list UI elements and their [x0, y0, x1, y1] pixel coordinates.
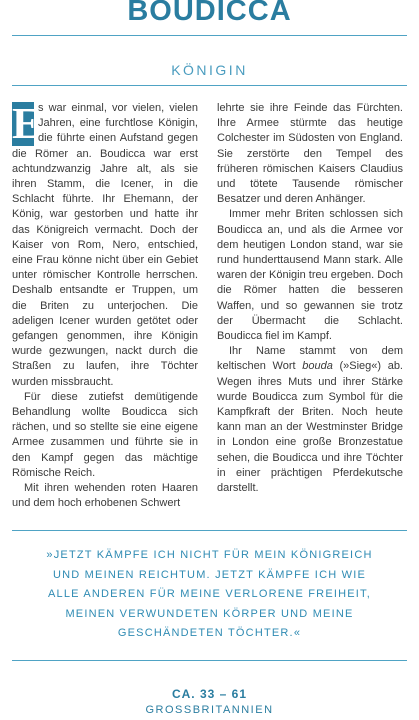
article-paragraph-3: Mit ihren wehenden roten Haaren und dem hoch erhobenen Schwert	[12, 482, 198, 510]
title-divider	[12, 35, 407, 36]
article-paragraph-5	[217, 344, 403, 496]
subtitle-divider	[12, 85, 407, 86]
article-column-left	[12, 101, 198, 511]
article-paragraph-4: Immer mehr Briten schlossen sich Boudicca an, und als die Armee vor dem heutigen London stand, war sie rund hunderttausend Mann stark. Alle waren der Königin treu ergeben. Doch die Römer hatten die besseren Waffen, und so gewannen sie trotz der Übermacht die Schlacht. Boudicca fiel im Kampf.	[217, 208, 403, 343]
article-paragraph-1	[12, 101, 198, 390]
region-label: GROSSBRITANNIEN	[145, 704, 274, 716]
page-subtitle: KÖNIGIN	[171, 62, 248, 78]
paragraph-text: s war einmal, vor vielen, vielen Jahren, eine furchtlose Königin, die führte einen Aufstand gegen die Römer an. Boudicca war erst achtundzwanzig Jahre alt, als sie ihren Stamm, die Icener, in die Schlacht führte. Ihr Ehemann, der König, war gestorben und hatte ihr das Königreich vermacht. Doch der Kaiser von Rom, Nero, entschied, eine Frau könne nicht über ein Gebiet unter römischer Kontrolle herrschen. Deshalb entsandte er Truppen, um die Briten zu unterjochen. Die adeligen Icener wurden getötet oder gefangen genommen, ihre Königin wurde gezwungen, nackt durch die Straßen zu laufen, ihre Töchter wurden missbraucht.	[12, 102, 198, 388]
quote-top-divider	[12, 530, 407, 531]
article-paragraph-continued: lehrte sie ihre Feinde das Fürchten. Ihre Armee stürmte das heutige Colchester im Südosten von England. Sie zerstörte den Tempel des früheren römischen Kaisers Claudius und tötete Tausende römischer Besatzer und deren Anhänger.	[217, 102, 403, 206]
page-title: BOUDICCA	[127, 0, 292, 27]
quote-bottom-divider	[12, 660, 407, 661]
article-paragraph-2: Für diese zutiefst demütigende Behandlung wollte Boudicca sich rächen, und so stellte sie eine eigene Armee zusammen und führte sie in den Kampf gegen das mächtige Römische Reich.	[12, 390, 198, 479]
italic-word: bouda	[302, 360, 333, 373]
article-column-right	[217, 101, 403, 496]
pull-quote: »JETZT KÄMPFE ICH NICHT FÜR MEIN KÖNIGREICH UND MEINEN REICHTUM. JETZT KÄMPFE ICH WIE ALLE ANDEREN FÜR MEINE VERLORENE FREIHEIT, MEINEN VERWUNDETEN KÖRPER UND MEINE GESCHÄNDETEN TÖCHTER.«	[46, 549, 373, 639]
paragraph-text: (»Sieg«) ab. Wegen ihres Muts und ihrer Stärke wurde Boudicca zum Symbol für die Kampfkraft der Briten. Noch heute kann man an der Westminster Bridge in London eine große Bronzestatue sehen, die Boudicca und ihre Töchter in einer prächtigen Pferdekutsche darstellt.	[217, 360, 403, 495]
paragraph-text: Ihr Name stammt von dem keltischen Wort	[217, 345, 403, 373]
dropcap: E	[12, 99, 42, 148]
life-dates: CA. 33 – 61	[171, 687, 248, 701]
